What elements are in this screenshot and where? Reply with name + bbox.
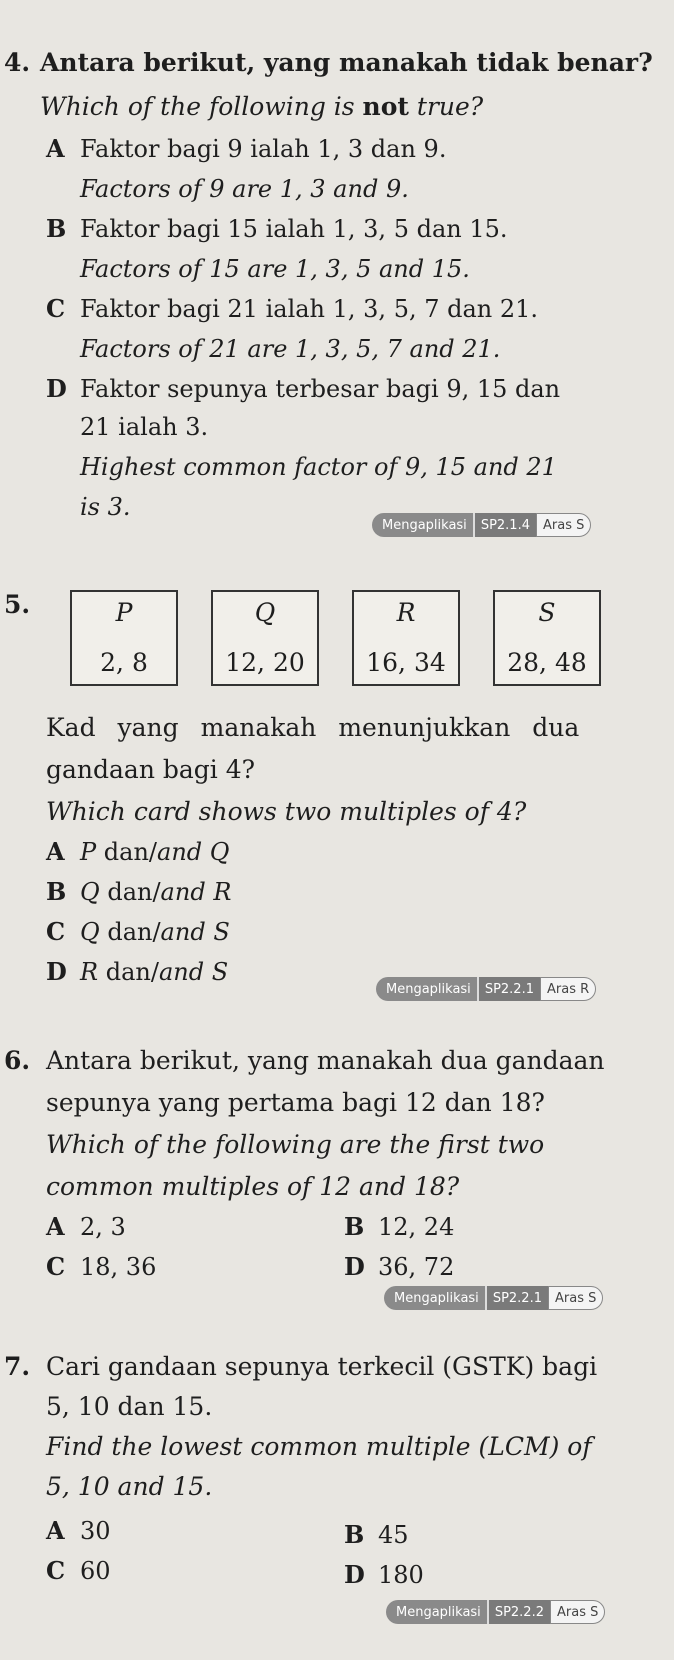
option-b[interactable]: B Q dan/and R	[46, 877, 232, 906]
option-c[interactable]: C Q dan/and S	[46, 917, 230, 946]
question-number: 7.	[4, 1352, 31, 1381]
option-a[interactable]: A P dan/and Q	[46, 837, 230, 866]
question-text-en-line2: 5, 10 and 15.	[46, 1472, 213, 1501]
question-text-ms-line2: gandaan bagi 4?	[46, 755, 256, 784]
question-text-ms: Antara berikut, yang manakah tidak benar?	[40, 48, 653, 77]
option-c[interactable]: C 18, 36	[46, 1252, 157, 1281]
card-q: Q 12, 20	[211, 590, 319, 686]
question-number: 6.	[4, 1046, 31, 1075]
skill-tag: Mengaplikasi SP2.1.4 Aras S	[372, 513, 591, 537]
option-a[interactable]: A 2, 3	[46, 1212, 126, 1241]
card-s: S 28, 48	[493, 590, 601, 686]
option-c[interactable]: C Faktor bagi 21 ialah 1, 3, 5, 7 dan 21.	[46, 294, 539, 323]
question-text-en-line2: common multiples of 12 and 18?	[46, 1172, 460, 1201]
option-b[interactable]: B 12, 24	[344, 1212, 455, 1241]
skill-tag: Mengaplikasi SP2.2.2 Aras S	[386, 1600, 605, 1624]
option-b-en: Factors of 15 are 1, 3, 5 and 15.	[80, 255, 470, 283]
option-d[interactable]: D 36, 72	[344, 1252, 455, 1281]
option-d-en: Highest common factor of 9, 15 and 21	[80, 453, 557, 481]
option-d[interactable]: D R dan/and S	[46, 957, 229, 986]
option-d[interactable]: D 180	[344, 1560, 424, 1589]
option-a[interactable]: A 30	[46, 1516, 111, 1545]
option-a[interactable]: A Faktor bagi 9 ialah 1, 3 dan 9.	[46, 134, 447, 163]
option-b[interactable]: B 45	[344, 1520, 409, 1549]
question-text-ms: Kad yang manakah menunjukkan dua	[46, 713, 580, 742]
card-p: P 2, 8	[70, 590, 178, 686]
question-text-ms-line2: sepunya yang pertama bagi 12 dan 18?	[46, 1088, 545, 1117]
question-number: 5.	[4, 590, 31, 619]
option-c[interactable]: C 60	[46, 1556, 111, 1585]
option-c-en: Factors of 21 are 1, 3, 5, 7 and 21.	[80, 335, 501, 363]
option-a-en: Factors of 9 are 1, 3 and 9.	[80, 175, 409, 203]
option-d[interactable]: D Faktor sepunya terbesar bagi 9, 15 dan	[46, 374, 561, 403]
skill-tag: Mengaplikasi SP2.2.1 Aras S	[384, 1286, 603, 1310]
question-text-ms-line2: 5, 10 dan 15.	[46, 1392, 213, 1421]
question-text-ms: Antara berikut, yang manakah dua gandaan	[46, 1046, 605, 1075]
question-number: 4.	[4, 48, 31, 77]
question-text-ms: Cari gandaan sepunya terkecil (GSTK) bagi	[46, 1352, 598, 1381]
question-text-en: Which of the following are the first two	[46, 1130, 545, 1159]
option-b[interactable]: B Faktor bagi 15 ialah 1, 3, 5 dan 15.	[46, 214, 508, 243]
question-text-en: Which card shows two multiples of 4?	[46, 797, 527, 826]
skill-tag: Mengaplikasi SP2.2.1 Aras R	[376, 977, 596, 1001]
question-text-en: Find the lowest common multiple (LCM) of	[46, 1432, 592, 1461]
option-d-en-line2: is 3.	[80, 493, 131, 521]
card-r: R 16, 34	[352, 590, 460, 686]
option-d-line2: 21 ialah 3.	[80, 413, 209, 441]
question-text-en: Which of the following is not true?	[40, 92, 484, 121]
